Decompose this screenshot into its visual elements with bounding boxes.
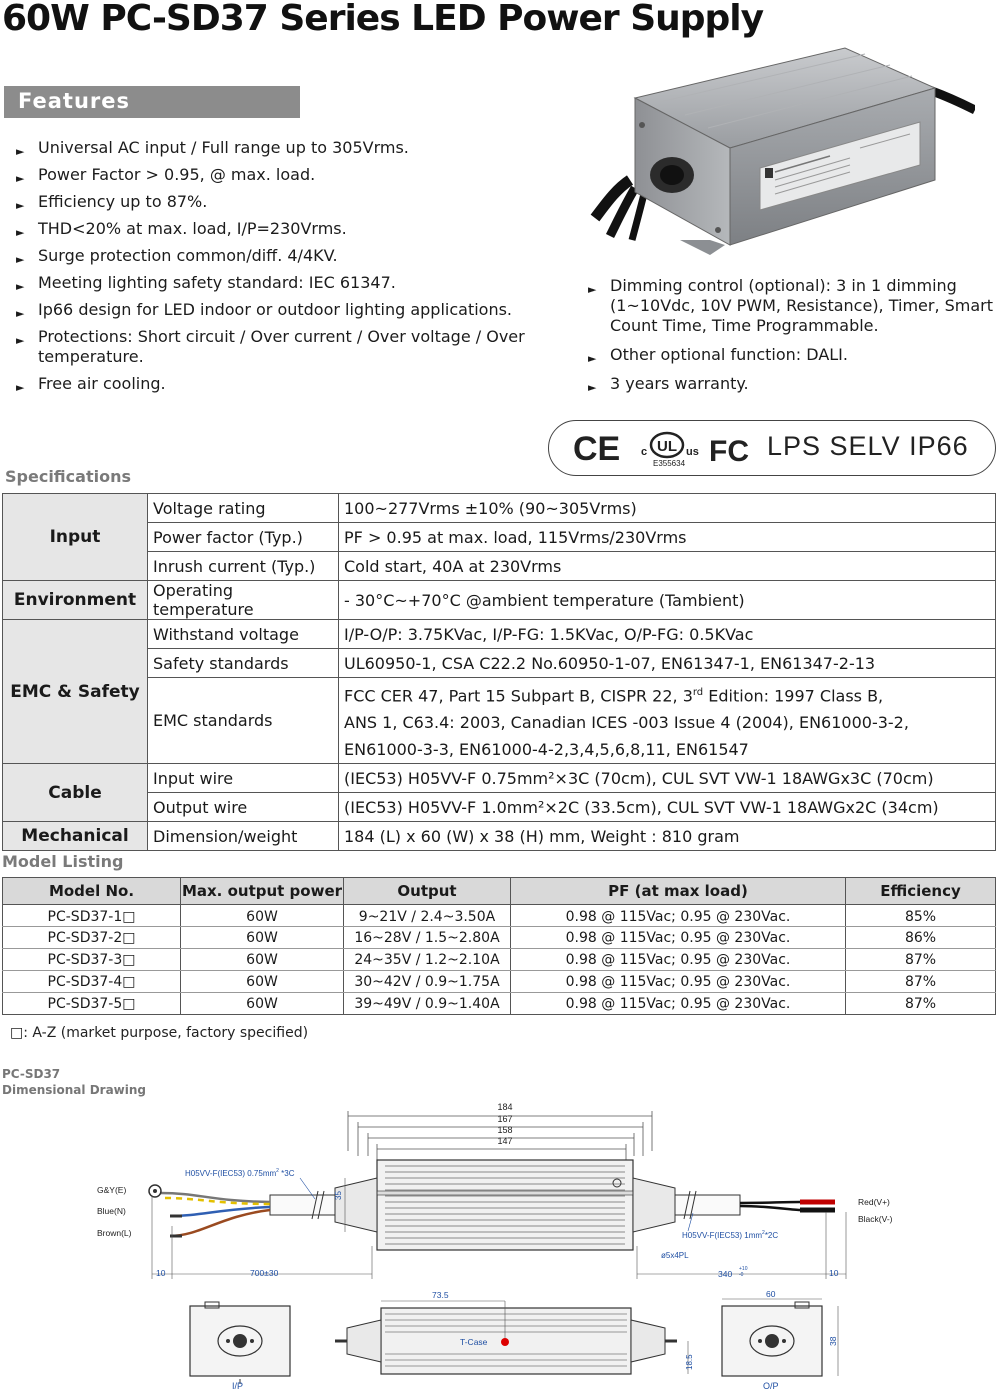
table-cell: 87% [846,971,996,993]
col-header: Efficiency [846,878,996,905]
wire-label-l: Brown(L) [97,1228,132,1238]
spec-row-output-wire [3,793,996,822]
feature-item [16,165,556,185]
dim-38: 38 [828,1336,838,1346]
spec-group-mechanical: Mechanical [3,822,148,851]
spec-row-temperature [3,581,996,620]
spec-item: Input wire [148,764,339,793]
psu-body-top-view [377,1160,633,1250]
spec-group-emc-safety: EMC & Safety [3,620,148,764]
feature-item [588,276,1000,336]
spec-row-inrush [3,552,996,581]
table-cell: 87% [846,993,996,1015]
table-cell: 16~28V / 1.5~2.80A [344,927,511,949]
bullet-arrow-icon: ► [16,145,25,158]
dim-184: 184 [497,1102,513,1112]
spec-group-environment: Environment [3,581,148,620]
feature-text: Other optional function: DALI. [610,345,848,364]
dim-147: 147 [497,1136,513,1146]
feature-text: Ip66 design for LED indoor or outdoor lighting applications. [38,300,513,319]
table-cell: 60W [181,927,344,949]
wire-label-vplus: Red(V+) [858,1197,890,1207]
spec-item: Power factor (Typ.) [148,523,339,552]
bullet-arrow-icon: ► [16,253,25,266]
drawing-heading [2,1066,146,1098]
feature-text: Free air cooling. [38,374,166,393]
table-cell: 60W [181,971,344,993]
bullet-arrow-icon: ► [588,352,597,365]
table-row [3,949,996,971]
col-header: PF (at max load) [511,878,846,905]
dim-158: 158 [497,1125,513,1135]
certification-badge [548,420,996,476]
model-listing-table [2,877,996,1015]
output-wire-label-end: *2C [764,1231,779,1240]
table-cell: PC-SD37-2□ [3,927,181,949]
bullet-arrow-icon: ► [588,283,597,296]
feature-item [16,327,556,367]
table-cell: 30~42V / 0.9~1.75A [344,971,511,993]
table-cell: PC-SD37-4□ [3,971,181,993]
table-row [3,927,996,949]
spec-row-emc [3,678,996,764]
spec-group-input: Input [3,494,148,581]
input-wire-label-end: *3C [278,1169,295,1178]
wire-label-n: Blue(N) [97,1206,126,1216]
spec-value: Cold start, 40A at 230Vrms [339,552,996,581]
table-cell: 0.98 @ 115Vac; 0.95 @ 230Vac. [511,949,846,971]
feature-item [16,300,556,320]
dim-340: 340 [718,1269,733,1279]
feature-text: Universal AC input / Full range up to 305Vrms. [38,138,409,157]
spec-value: (IEC53) H05VV-F 0.75mm²×3C (70cm), CUL SVT VW-1 18AWGx3C (70cm) [339,764,996,793]
svg-text:H05VV-F(IEC53) 0.75mm2 *3C [185,1168,295,1178]
fcc-mark: FC [709,435,749,468]
features-list-right [588,276,1000,403]
model-header-row [3,878,996,905]
spec-item: Safety standards [148,649,339,678]
drawing-heading-model: PC-SD37 [2,1067,61,1081]
ce-mark: CE [573,430,621,468]
feature-item [16,138,556,158]
table-row [3,993,996,1015]
feature-text: Protections: Short circuit / Over current / Over voltage / Over temperature. [38,327,525,366]
features-heading: Features [4,86,300,118]
svg-text:UL: UL [657,438,677,455]
spec-item: Operating temperature [148,581,339,620]
spec-row-safety [3,649,996,678]
spec-value: PF > 0.95 at max. load, 115Vrms/230Vrms [339,523,996,552]
feature-item [16,273,556,293]
product-photo [590,40,975,260]
spec-item: Dimension/weight [148,822,339,851]
emc-line1: FCC CER 47, Part 15 Subpart B, CISPR 22, 3 [344,686,693,706]
spec-value: 184 (L) x 60 (W) x 38 (H) mm, Weight : 810 gram [339,822,996,851]
feature-text: Meeting lighting safety standard: IEC 61347. [38,273,396,292]
wire-label-vminus: Black(V-) [858,1214,893,1224]
ip-end-view [190,1302,290,1384]
dim-18-5: 18.5 [685,1354,694,1370]
input-wire-label-sup: 2 [276,1168,279,1174]
table-cell: 60W [181,905,344,927]
col-header: Max. output power [181,878,344,905]
emc-sup: rd [692,687,704,698]
features-list-left [16,138,556,401]
bullet-arrow-icon: ► [16,226,25,239]
table-cell: 0.98 @ 115Vac; 0.95 @ 230Vac. [511,905,846,927]
spec-value: I/P-O/P: 3.75KVac, I/P-FG: 1.5KVac, O/P-FG: 0.5KVac [339,620,996,649]
dim-73-5: 73.5 [432,1290,449,1300]
spec-item: Output wire [148,793,339,822]
feature-item [16,246,556,266]
ul-file-number: E355634 [653,459,686,468]
spec-value: - 30°C~+70°C @ambient temperature (Tambient) [339,581,996,620]
spec-value-emc [339,678,996,764]
col-header: Output [344,878,511,905]
table-cell: PC-SD37-5□ [3,993,181,1015]
spec-row-withstand [3,620,996,649]
drawing-heading-title: Dimensional Drawing [2,1083,146,1097]
dim-10-left: 10 [156,1268,166,1278]
spec-group-cable: Cable [3,764,148,822]
ip-label: I/P [232,1381,244,1390]
input-wire-label: H05VV-F(IEC53) 0.75mm [185,1169,277,1178]
feature-text: Dimming control (optional): 3 in 1 dimming (1~10Vdc, 10V PWM, Resistance), Timer, Smart Count Time, Time Programmable. [610,276,994,335]
dim-340-tol-bot: -0 [739,1272,744,1278]
table-cell: 0.98 @ 115Vac; 0.95 @ 230Vac. [511,971,846,993]
bullet-arrow-icon: ► [16,381,25,394]
spec-value: (IEC53) H05VV-F 1.0mm²×2C (33.5cm), CUL SVT VW-1 18AWGx2C (34cm) [339,793,996,822]
spec-item: EMC standards [148,678,339,764]
feature-text: 3 years warranty. [610,374,749,393]
feature-text: Power Factor > 0.95, @ max. load. [38,165,316,184]
bullet-arrow-icon: ► [16,280,25,293]
table-cell: 0.98 @ 115Vac; 0.95 @ 230Vac. [511,993,846,1015]
table-cell: 85% [846,905,996,927]
spec-row-voltage [3,494,996,523]
specifications-table [2,493,996,851]
dim-60: 60 [766,1289,776,1299]
feature-item [16,374,556,394]
table-cell: 24~35V / 1.2~2.10A [344,949,511,971]
feature-item [16,192,556,212]
tcase-label: T-Case [460,1337,488,1347]
hole-label: ø5x4PL [661,1251,689,1260]
table-cell: 39~49V / 0.9~1.40A [344,993,511,1015]
table-cell: PC-SD37-3□ [3,949,181,971]
table-row [3,971,996,993]
dim-700: 700±30 [250,1268,279,1278]
table-cell: 87% [846,949,996,971]
table-cell: 9~21V / 2.4~3.50A [344,905,511,927]
dimensional-drawing [0,1096,1000,1390]
psu-side-view [335,1301,688,1374]
feature-text: THD<20% at max. load, I/P=230Vrms. [38,219,347,238]
spec-value: UL60950-1, CSA C22.2 No.60950-1-07, EN61347-1, EN61347-2-13 [339,649,996,678]
col-header: Model No. [3,878,181,905]
table-cell: 0.98 @ 115Vac; 0.95 @ 230Vac. [511,927,846,949]
op-end-view [722,1299,838,1376]
dim-10-right: 10 [829,1268,839,1278]
spec-item: Voltage rating [148,494,339,523]
feature-text: Surge protection common/diff. 4/4KV. [38,246,338,265]
table-row [3,905,996,927]
spec-row-input-wire [3,764,996,793]
table-cell: 60W [181,993,344,1015]
feature-item [588,374,1000,394]
bullet-arrow-icon: ► [16,334,25,347]
cert-text: LPS SELV IP66 [767,431,969,461]
output-wire-label-sup: 2 [762,1230,765,1236]
dim-340-tol-top: +10 [739,1266,748,1272]
emc-line2: ANS 1, C63.4: 2003, Canadian ICES -003 Issue 4 (2004), EN61000-3-2, [344,713,909,733]
spec-item: Inrush current (Typ.) [148,552,339,581]
table-cell: 60W [181,949,344,971]
dim-167: 167 [497,1114,513,1124]
op-label: O/P [763,1381,779,1390]
spec-value: 100~277Vrms ±10% (90~305Vrms) [339,494,996,523]
bullet-arrow-icon: ► [16,172,25,185]
spec-item: Withstand voltage [148,620,339,649]
wire-label-ge: G&Y(E) [97,1185,127,1195]
ul-us-mark: us [686,446,699,458]
ul-c-mark: c [641,446,648,458]
bullet-arrow-icon: ► [588,381,597,394]
specifications-heading: Specifications [5,467,131,486]
dim-35: 35 [334,1191,343,1200]
bullet-arrow-icon: ► [16,199,25,212]
spec-row-dimension [3,822,996,851]
svg-text:H05VV-F(IEC53) 1mm2*2C [682,1230,778,1240]
feature-item [16,219,556,239]
feature-item [588,345,1000,365]
table-cell: 86% [846,927,996,949]
table-cell: PC-SD37-1□ [3,905,181,927]
bullet-arrow-icon: ► [16,307,25,320]
emc-line1-end: Edition: 1997 Class B, [703,686,884,706]
output-wire-label: H05VV-F(IEC53) 1mm [682,1231,763,1240]
feature-text: Efficiency up to 87%. [38,192,208,211]
model-listing-heading: Model Listing [2,852,124,871]
spec-row-pf [3,523,996,552]
emc-line3: EN61000-3-3, EN61000-4-2,3,4,5,6,8,11, EN61547 [344,740,749,760]
model-note: □: A-Z (market purpose, factory specified) [10,1025,309,1041]
page-title: 60W PC-SD37 Series LED Power Supply [2,0,764,39]
